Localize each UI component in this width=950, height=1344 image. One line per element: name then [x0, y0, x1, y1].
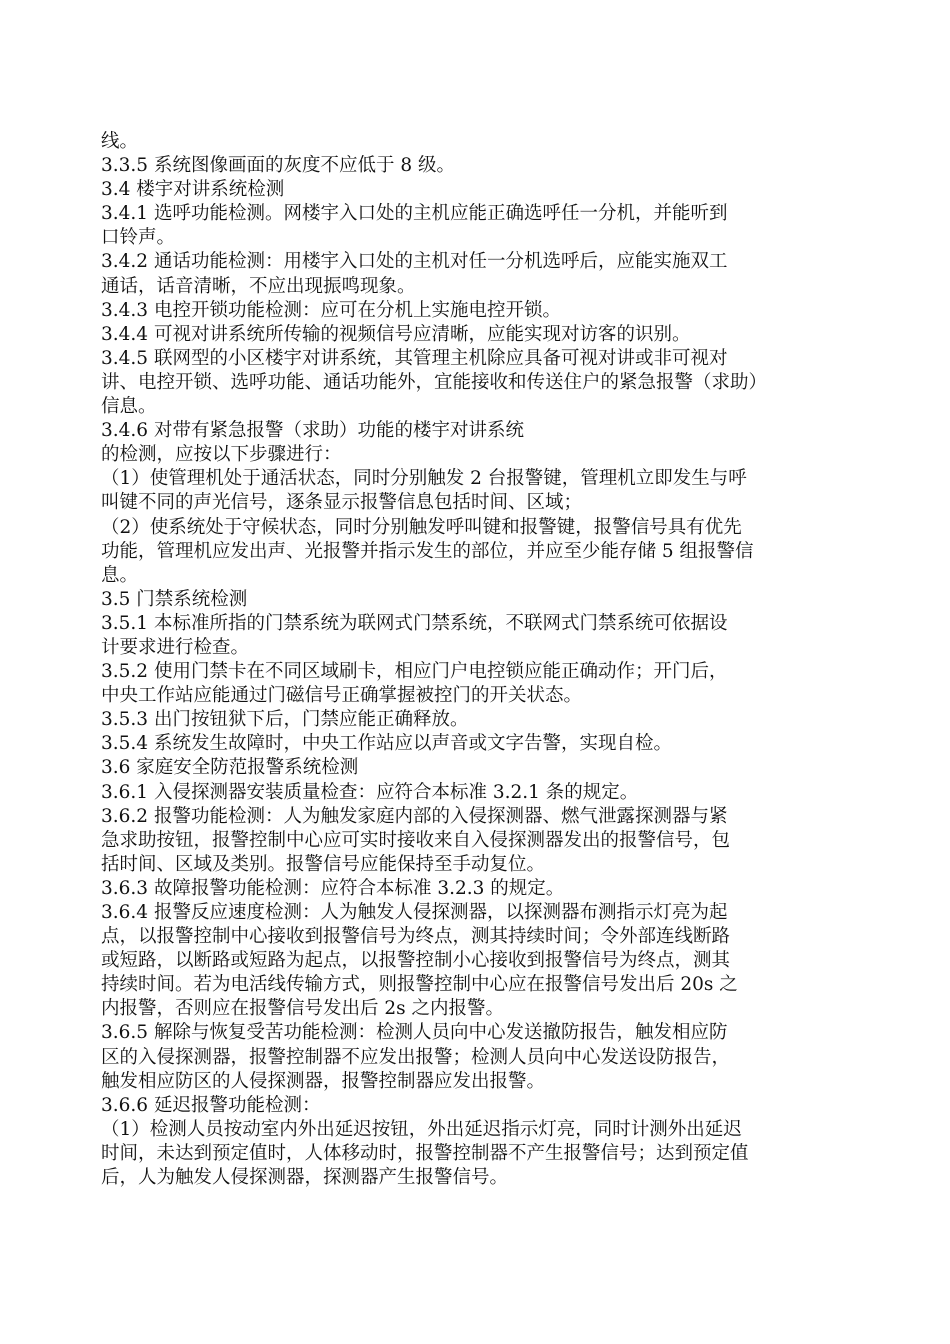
text-line: 计要求进行检查。: [101, 636, 250, 658]
text-line: 功能，管理机应发出声、光报警并指示发生的部位，并应至少能存储 5 组报警信: [101, 540, 754, 562]
text-line: 3.6.2 报警功能检测：人为触发家庭内部的入侵探测器、燃气泄露探测器与紧: [101, 805, 728, 827]
document-body: [101, 130, 853, 1190]
text-line: 3.6.6 延迟报警功能检测：: [101, 1094, 321, 1116]
text-line: 3.4.5 联网型的小区楼宇对讲系统，其管理主机除应具备可视对讲或非可视对: [101, 347, 728, 369]
text-line: 3.4 楼宇对讲系统检测: [101, 179, 285, 201]
text-line: （1）检测人员按动室内外出延迟按钮，外出延迟指示灯亮，同时计测外出延迟: [101, 1118, 742, 1140]
text-line: 口铃声。: [101, 227, 176, 249]
text-line: 3.5.3 出门按钮狱下后，门禁应能正确释放。: [101, 709, 469, 731]
text-line: 或短路，以断路或短路为起点，以报警控制小心接收到报警信号为终点，测其: [101, 950, 731, 972]
text-line: 急求助按钮，报警控制中心应可实时接收来自入侵探测器发出的报警信号，包: [101, 829, 731, 851]
text-line: 3.4.2 通话功能检测：用楼宇入口处的主机对任一分机选呼后，应能实施双工: [101, 251, 728, 273]
text-line: 3.5.1 本标准所指的门禁系统为联网式门禁系统，不联网式门禁系统可依据设: [101, 612, 728, 634]
text-line: 中央工作站应能通过门磁信号正确掌握被控门的开关状态。: [101, 685, 583, 707]
text-line: 叫键不同的声光信号，逐条显示报警信息包括时间、区域；: [101, 492, 583, 514]
text-line: 3.5 门禁系统检测: [101, 588, 248, 610]
text-line: （1）使管理机处于通活状态，同时分别触发 2 台报警键，管理机立即发生与呼: [101, 468, 747, 490]
text-line: 3.5.2 使用门禁卡在不同区域刷卡，相应门户电控锁应能正确动作；开门后，: [101, 661, 728, 683]
text-line: 的检测，应按以下步骤进行：: [101, 444, 342, 466]
text-line: （2）使系统处于守候状态，同时分别触发呼叫键和报警键，报警信号具有优先: [101, 516, 742, 538]
text-line: 3.4.6 对带有紧急报警（求助）功能的楼宇对讲系统: [101, 420, 524, 442]
text-line: 持续时间。若为电活线传输方式，则报警控制中心应在报警信号发出后 20s 之: [101, 974, 738, 996]
text-line: 内报警，否则应在报警信号发出后 2s 之内报警。: [101, 998, 505, 1020]
text-line: 通话，话音清晰，不应出现振鸣现象。: [101, 275, 416, 297]
text-line: 3.5.4 系统发生故障时，中央工作站应以声音或文字告警，实现自检。: [101, 733, 672, 755]
text-line: 括时间、区域及类别。报警信号应能保持至手动复位。: [101, 853, 546, 875]
text-line: 讲、电控开锁、选呼功能、通话功能外，宜能接收和传送住户的紧急报警（求助）: [101, 371, 768, 393]
text-line: 线。: [101, 131, 139, 152]
text-line: 时间，未达到预定值时，人体移动时，报警控制器不产生报警信号；达到预定值: [101, 1142, 749, 1164]
text-line: 息。: [101, 564, 139, 586]
text-line: 区的入侵探测器，报警控制器不应发出报警；检测人员向中心发送设防报告，: [101, 1046, 731, 1068]
text-line: 后，人为触发人侵探测器，探测器产生报警信号。: [101, 1167, 509, 1189]
text-line: 3.3.5 系统图像画面的灰度不应低于 8 级。: [101, 155, 455, 177]
text-line: 3.4.1 选呼功能检测。网楼宇入口处的主机应能正确选呼任一分机，并能听到: [101, 203, 728, 225]
text-line: 3.4.4 可视对讲系统所传输的视频信号应清晰，应能实现对访客的识别。: [101, 323, 691, 345]
text-line: 触发相应防区的人侵探测器，报警控制器应发出报警。: [101, 1070, 546, 1092]
text-line: 3.6.3 故障报警功能检测：应符合本标准 3.2.3 的规定。: [101, 877, 565, 899]
text-line: 信息。: [101, 396, 157, 418]
text-line: 3.6 家庭安全防范报警系统检测: [101, 757, 359, 779]
text-line: 3.6.4 报警反应速度检测：人为触发人侵探测器，以探测器布测指示灯亮为起: [101, 902, 728, 923]
text-line: 3.6.5 解除与恢复受苦功能检测：检测人员向中心发送撤防报告，触发相应防: [101, 1022, 728, 1044]
text-line: 3.4.3 电控开锁功能检测：应可在分机上实施电控开锁。: [101, 299, 561, 321]
text-line: 点，以报警控制中心接收到报警信号为终点，测其持续时间；令外部连线断路: [101, 926, 731, 948]
text-line: 3.6.1 入侵探测器安装质量检查：应符合本标准 3.2.1 条的规定。: [101, 781, 639, 803]
